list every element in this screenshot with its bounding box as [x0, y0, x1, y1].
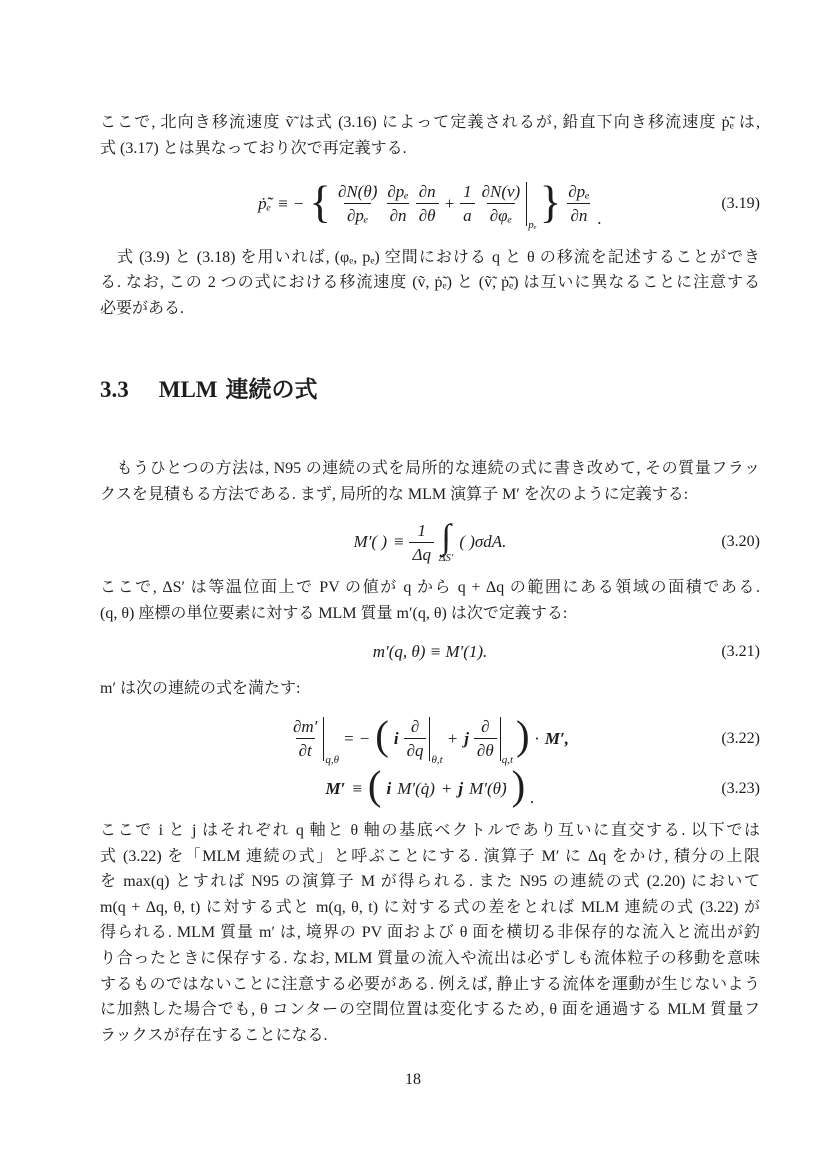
fraction-denominator: ∂φₑ — [487, 203, 515, 226]
text-line: に加熱した場合でも, θ コンターの空間位置は変化するため, θ 面を通過する MLM 質量フ — [100, 1001, 760, 1019]
equation-body — [351, 517, 510, 566]
right-paren: ) — [516, 713, 530, 759]
fraction-numerator: 1 — [463, 182, 472, 202]
fraction-numerator: ∂ — [481, 716, 490, 736]
fraction-numerator: ∂ — [410, 716, 420, 736]
equation-3-22 — [100, 713, 760, 766]
text-line: を max(q) とすれば N95 の演算子 M が得られる. また N95 の連続の式 (2.20) において — [100, 873, 760, 891]
paragraph-advection-note — [100, 245, 760, 322]
paragraph-mlm-continuity-discussion — [100, 818, 760, 1048]
paragraph-mlm-mass-definition — [100, 575, 760, 626]
text-line: もうひとつの方法は, N95 の連続の式を局所的な連続の式に書き改めて, その質量フラッ — [100, 460, 760, 478]
text-line: するものではないことに注意する必要がある. 例えば, 静止する流体を運動が生じないよう — [100, 975, 760, 993]
fraction — [416, 181, 439, 227]
vertical-bar — [323, 717, 324, 761]
section-heading-3-3 — [100, 371, 760, 404]
paragraph-mprime-satisfies — [100, 676, 760, 702]
text-line: m′ は次の連続の式を満たす: — [100, 680, 301, 698]
evaluation-subscript: q,t — [501, 753, 513, 766]
fraction — [404, 716, 427, 762]
fraction — [479, 181, 524, 227]
right-paren: ) — [511, 763, 526, 809]
fraction — [474, 716, 497, 762]
equation-body — [255, 176, 605, 231]
text-line: (q, θ) 座標の単位要素に対する MLM 質量 m′(q, θ) は次で定義する: — [100, 604, 568, 622]
section-title-japanese: 連続の式 — [225, 376, 318, 403]
equation-body — [288, 713, 572, 766]
fraction-numerator: ∂pₑ — [387, 182, 409, 202]
fraction-numerator: ∂N(v) — [481, 182, 521, 202]
left-brace: { — [309, 176, 331, 227]
math-operator-M-prime: M′( ) — [353, 532, 387, 552]
plus-sign: + — [440, 778, 453, 798]
paragraph-mlm-operator — [100, 456, 760, 507]
text-line: ここで, 北向き移流速度 ṽ̃ は式 (3.16) によって定義されるが, 鉛直下向き移流速度 ṗ̃̃ₑ は, — [100, 114, 760, 131]
text-line: 得られる. MLM 質量 m′ は, 境界の PV 面および θ 面を横切る非保存的な流入と流出が釣 — [100, 924, 760, 942]
fraction-numerator: ∂n — [418, 182, 436, 202]
section-title-latin: MLM — [158, 377, 218, 403]
page-number: 18 — [405, 1071, 421, 1088]
equation-number: (3.20) — [721, 533, 760, 551]
section-number: 3.3 — [100, 377, 129, 403]
fraction-denominator: ∂t — [296, 738, 315, 761]
vertical-bar — [429, 717, 430, 761]
evaluation-bar — [323, 717, 340, 766]
basis-vector-i: i — [393, 728, 399, 748]
basis-vector-j: j — [464, 728, 469, 748]
math-relation: ≡ — [393, 532, 405, 552]
text-line: ここで, ΔS′ は等温位面上で PV の値が q から q + Δq の範囲にある領域の面積である. — [100, 579, 760, 597]
vertical-bar — [526, 182, 527, 226]
math-lhs-p-dot-tilde-e: ṗ̃̃ₑ — [258, 193, 272, 213]
fraction-denominator: ∂θ — [416, 203, 439, 226]
fraction-denominator: Δq — [409, 542, 433, 565]
equation-3-21 — [100, 642, 760, 662]
evaluation-bar — [526, 182, 537, 231]
fraction-denominator: ∂θ — [474, 738, 497, 761]
fraction — [290, 716, 320, 762]
equation-body — [322, 763, 537, 809]
integral-lower-limit: ΔS′ — [438, 552, 454, 565]
integral-sign: ∫ — [441, 517, 451, 557]
text-line: る. なお, この 2 つの式における移流速度 (ṽ, ṗ̃ₑ) と (ṽ̃, ṗ̃̃ₑ) は互いに異なることに注意する — [100, 274, 760, 292]
evaluation-subscript: θ,t — [431, 753, 443, 766]
fraction-denominator: ∂pₑ — [344, 203, 371, 226]
text-column — [100, 110, 760, 1048]
integral — [438, 517, 454, 565]
left-paren: ( — [367, 763, 382, 809]
fraction — [384, 181, 411, 227]
fraction-numerator: ∂pₑ — [568, 182, 590, 202]
fraction — [565, 181, 592, 227]
fraction-numerator: ∂N(θ̇) — [337, 182, 378, 202]
plus-sign: + — [446, 728, 459, 748]
fraction-denominator: ∂n — [387, 203, 410, 226]
fraction-denominator: a — [460, 203, 475, 226]
fraction-denominator: ∂n — [567, 203, 590, 226]
fraction — [335, 181, 380, 227]
fraction-denominator: ∂q — [404, 738, 427, 761]
evaluation-subscript: q,θ — [325, 753, 340, 766]
dot-product: · — [534, 728, 539, 748]
left-paren: ( — [375, 713, 389, 759]
evaluation-bar — [500, 717, 513, 766]
text-line: ここで i と j はそれぞれ q 軸と θ 軸の基底ベクトルであり互いに直交する. 以下では — [100, 822, 760, 840]
fraction-numerator: ∂m′ — [292, 716, 318, 736]
equation-number: (3.21) — [721, 643, 760, 661]
math-mlm-mass: m′(q, θ) ≡ M′(1). — [372, 642, 488, 662]
evaluation-bar — [429, 717, 443, 766]
period: . — [597, 208, 602, 228]
basis-vector-j: j — [458, 778, 464, 798]
operator-term-qdot: M′(q̇) — [397, 778, 435, 798]
evaluation-subscript: pₑ — [528, 218, 537, 231]
fraction — [460, 181, 475, 227]
mass-flux-vector: M′, — [544, 728, 569, 748]
mass-flux-vector: M′ — [325, 778, 346, 798]
text-line: 式 (3.17) とは異なっており次で再定義する. — [100, 139, 407, 157]
equation-3-23 — [100, 763, 760, 809]
math-relation: = − — [343, 728, 371, 748]
integrand: ( )σdA. — [459, 532, 507, 552]
right-brace: } — [539, 176, 562, 227]
equation-number: (3.23) — [721, 779, 760, 797]
operator-term-thetadot: M′(θ̇) — [469, 778, 507, 798]
text-line: ラックスが存在することになる. — [100, 1026, 328, 1044]
paragraph-intro-advection — [100, 110, 760, 161]
math-relation: ≡ — [351, 778, 363, 798]
text-line: 式 (3.9) と (3.18) を用いれば, (φₑ, pₑ) 空間における q と θ の移流を記述することができ — [100, 248, 760, 266]
fraction-numerator: 1 — [417, 520, 426, 540]
text-line: クスを見積もる方法である. まず, 局所的な MLM 演算子 M′ を次のように定義する: — [100, 486, 689, 504]
text-line: 式 (3.22) を「MLM 連続の式」と呼ぶことにする. 演算子 M′ に Δq をかけ, 積分の上限 — [100, 847, 760, 865]
plus-sign: + — [443, 193, 456, 213]
period: . — [530, 788, 535, 808]
equation-body — [370, 642, 491, 662]
text-line: 必要がある. — [100, 299, 185, 317]
equation-3-19 — [100, 176, 760, 231]
vertical-bar — [500, 717, 501, 761]
text-line: り合ったときに保存する. なお, MLM 質量の流入や流出は必ずしも流体粒子の移動を意味 — [100, 950, 760, 968]
text-line: m(q + Δq, θ, t) に対する式と m(q, θ, t) に対する式の差をとれば MLM 連続の式 (3.22) が — [100, 898, 760, 916]
equation-number: (3.19) — [721, 194, 760, 212]
math-relation: ≡ − — [277, 193, 305, 213]
fraction — [409, 520, 433, 566]
basis-vector-i: i — [386, 778, 392, 798]
equation-number: (3.22) — [721, 729, 760, 747]
equation-3-20 — [100, 517, 760, 566]
